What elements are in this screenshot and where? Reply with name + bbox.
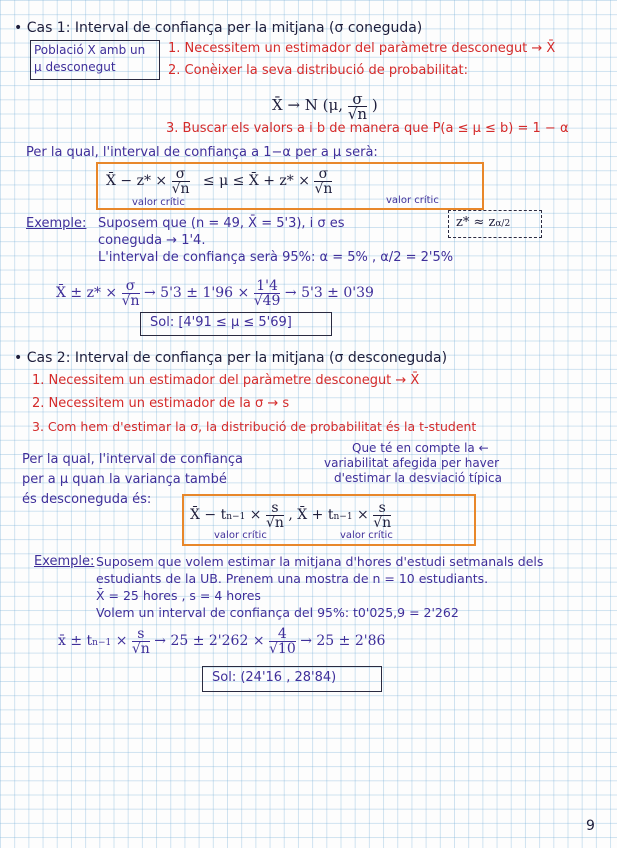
formula-den-1: √n bbox=[171, 180, 190, 197]
case2-example-label: Exemple: bbox=[34, 554, 95, 569]
z-note-main: z* ≈ z bbox=[456, 215, 496, 230]
case2-critical-label-1: valor crític bbox=[214, 530, 267, 541]
case1-title: • Cas 1: Interval de confiança per la mitjana (σ coneguda) bbox=[14, 20, 423, 36]
formula-den-2: √n bbox=[314, 180, 333, 197]
c2-formula-sub-1: n−1 bbox=[226, 512, 246, 522]
c2-calc-num-s: s bbox=[132, 627, 150, 642]
case1-example-line2: coneguda → 1'4. bbox=[98, 233, 206, 248]
case2-side-note1: Que té en compte la ← bbox=[352, 441, 489, 455]
c2-calc-mid: → 25 ± 2'262 × bbox=[154, 633, 265, 649]
c2-formula-sub-2: n−1 bbox=[333, 512, 353, 522]
case1-example-line3: L'interval de confiança serà 95%: α = 5% , α/2 = 2'5% bbox=[98, 250, 454, 265]
calc-sigma: σ bbox=[122, 279, 140, 294]
c2-calc-left: x̄ ± t bbox=[58, 633, 93, 649]
case1-calculation bbox=[56, 276, 374, 310]
page-number: 9 bbox=[586, 818, 595, 834]
c2-formula-den-1: √n bbox=[265, 514, 284, 531]
formula-left: X̄ − z* × bbox=[106, 173, 168, 189]
c2-calc-den-n: √n bbox=[131, 640, 150, 657]
case1-critical-label-2: valor crític bbox=[386, 195, 439, 206]
c2-calc-result: → 25 ± 2'86 bbox=[300, 633, 386, 649]
z-note bbox=[456, 215, 510, 232]
case2-step3: 3. Com hem d'estimar la σ, la distribució de probabilitat és la t-student bbox=[32, 419, 477, 434]
distribution-lhs: X̄ → N (μ, bbox=[272, 96, 344, 114]
case1-step1: 1. Necessitem un estimador del paràmetre desconegut → X̄ bbox=[168, 41, 556, 56]
case1-formula bbox=[106, 166, 332, 196]
c2-calc-times: × bbox=[115, 633, 128, 649]
formula-mid: ≤ μ ≤ X̄ + z* × bbox=[202, 173, 310, 189]
calc-sqrtn: √n bbox=[121, 292, 140, 309]
case2-calculation bbox=[58, 624, 385, 660]
case1-intro: Per la qual, l'interval de confiança a 1−α per a μ serà: bbox=[26, 145, 378, 160]
c2-formula-num-1: s bbox=[266, 501, 284, 516]
calc-left: X̄ ± z* × bbox=[56, 285, 118, 301]
case2-step2: 2. Necessitem un estimador de la σ → s bbox=[32, 396, 290, 411]
case1-example-label: Exemple: bbox=[26, 216, 87, 231]
formula-num-2: σ bbox=[314, 167, 332, 182]
c2-calc-den: √10 bbox=[269, 640, 296, 657]
c2-formula-den-2: √n bbox=[373, 514, 392, 531]
case1-note: Població X amb un μ desconegut bbox=[34, 43, 146, 74]
c2-formula-sep: , bbox=[288, 507, 293, 523]
case2-solution: Sol: (24'16 , 28'84) bbox=[212, 670, 337, 685]
calc-num: 1'4 bbox=[254, 279, 281, 294]
case2-example-line3: X̄ = 25 hores , s = 4 hores bbox=[96, 588, 261, 603]
case1-example-line1: Suposem que (n = 49, X̄ = 5'3), i σ es bbox=[98, 216, 345, 231]
c2-formula-right: X̄ + t bbox=[297, 507, 334, 523]
case2-intro3: és desconeguda és: bbox=[22, 492, 152, 507]
formula-num-1: σ bbox=[172, 167, 190, 182]
case2-example-line4: Volem un interval de confiança del 95%: t0'025,9 = 2'262 bbox=[96, 605, 459, 620]
case2-side-note3: d'estimar la desviació típica bbox=[334, 471, 502, 485]
calc-mid: → 5'3 ± 1'96 × bbox=[144, 285, 250, 301]
c2-formula-times-1: × bbox=[249, 507, 262, 523]
calc-den: √49 bbox=[253, 292, 281, 309]
c2-formula-num-2: s bbox=[373, 501, 391, 516]
case2-intro2: per a μ quan la variança també bbox=[22, 472, 227, 487]
case2-side-note2: variabilitat afegida per haver bbox=[324, 456, 500, 470]
distribution-num: σ bbox=[348, 92, 367, 107]
c2-calc-num: 4 bbox=[269, 627, 296, 642]
case2-example-line2: estudiants de la UB. Prenem una mostra de n = 10 estudiants. bbox=[96, 571, 489, 586]
case1-distribution bbox=[272, 90, 378, 121]
distribution-close: ) bbox=[371, 96, 378, 114]
c2-formula-left: X̄ − t bbox=[190, 507, 227, 523]
case2-critical-label-2: valor crític bbox=[340, 530, 393, 541]
case2-intro1: Per la qual, l'interval de confiança bbox=[22, 452, 244, 467]
case1-step2: 2. Conèixer la seva distribució de probabilitat: bbox=[168, 63, 468, 78]
case1-solution: Sol: [4'91 ≤ μ ≤ 5'69] bbox=[150, 315, 292, 330]
calc-result: → 5'3 ± 0'39 bbox=[284, 285, 374, 301]
z-note-sub: α/2 bbox=[495, 219, 511, 229]
case1-step3: 3. Buscar els valors a i b de manera que P(a ≤ μ ≤ b) = 1 − α bbox=[166, 121, 569, 136]
c2-calc-sub: n−1 bbox=[92, 638, 112, 648]
case2-title: • Cas 2: Interval de confiança per la mitjana (σ desconeguda) bbox=[14, 350, 448, 366]
distribution-den: √n bbox=[347, 104, 368, 123]
case2-step1: 1. Necessitem un estimador del paràmetre desconegut → X̄ bbox=[32, 373, 420, 388]
case1-critical-label-1: valor crític bbox=[132, 197, 185, 208]
case2-example-line1: Suposem que volem estimar la mitjana d'hores d'estudi setmanals dels bbox=[96, 554, 544, 569]
c2-formula-times-2: × bbox=[357, 507, 369, 523]
